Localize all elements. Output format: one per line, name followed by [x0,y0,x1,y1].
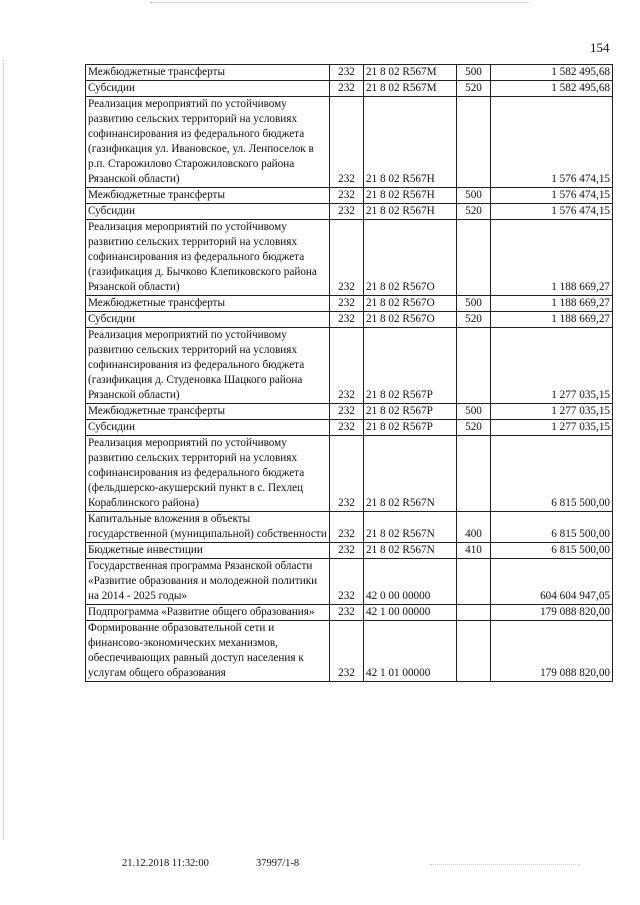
row-expense-type [457,97,491,188]
table-row [86,220,613,296]
row-ved-code: 232 [330,436,364,512]
row-name: Реализация мероприятий по устойчивому развитию сельских территорий на условиях софинансирования из федерального бюджета (газификация д. Бычково Клепиковского района Рязанской области) [86,220,330,296]
row-ved-code: 232 [330,328,364,404]
row-expense-type: 500 [457,65,491,81]
row-expense-type: 500 [457,296,491,312]
row-ved-code: 232 [330,605,364,621]
row-name: Субсидии [86,420,330,436]
row-expense-type: 410 [457,543,491,559]
row-expense-type [457,559,491,605]
row-name: Государственная программа Рязанской области «Развитие образования и молодежной политики на 2014 - 2025 годы» [86,559,330,605]
table-row [86,621,613,682]
row-ved-code: 232 [330,420,364,436]
table-row [86,204,613,220]
row-target-article: 21 8 02 R567H [364,97,457,188]
row-ved-code: 232 [330,559,364,605]
row-expense-type [457,220,491,296]
row-expense-type: 520 [457,81,491,97]
row-amount: 1 188 669,27 [491,296,613,312]
row-expense-type: 520 [457,312,491,328]
row-target-article: 21 8 02 R567M [364,81,457,97]
row-expense-type: 520 [457,420,491,436]
budget-table [85,64,613,682]
row-name: Межбюджетные трансферты [86,188,330,204]
row-amount: 1 277 035,15 [491,420,613,436]
table-row [86,543,613,559]
row-name: Субсидии [86,312,330,328]
row-name: Подпрограмма «Развитие общего образования» [86,605,330,621]
table-row [86,436,613,512]
row-ved-code: 232 [330,65,364,81]
row-expense-type: 500 [457,404,491,420]
row-target-article: 21 8 02 R567N [364,436,457,512]
budget-table-body [86,65,613,682]
table-row [86,65,613,81]
table-row [86,404,613,420]
row-name: Реализация мероприятий по устойчивому развитию сельских территорий на условиях софинансирования из федерального бюджета (газификация ул. Ивановское, ул. Ленпоселок в р.п. Старожилово Старожиловского района Рязанской области) [86,97,330,188]
row-target-article: 21 8 02 R567O [364,296,457,312]
row-target-article: 21 8 02 R567H [364,188,457,204]
row-amount: 179 088 820,00 [491,621,613,682]
row-amount: 1 277 035,15 [491,328,613,404]
table-row [86,559,613,605]
row-amount: 1 582 495,68 [491,81,613,97]
row-name: Капитальные вложения в объекты государственной (муниципальной) собственности [86,512,330,543]
row-name: Межбюджетные трансферты [86,404,330,420]
row-name: Реализация мероприятий по устойчивому развитию сельских территорий на условиях софинансирования из федерального бюджета (газификация д. Студеновка Шацкого района Рязанской области) [86,328,330,404]
row-name: Бюджетные инвестиции [86,543,330,559]
row-name: Субсидии [86,81,330,97]
row-expense-type [457,328,491,404]
row-ved-code: 232 [330,220,364,296]
row-name: Реализация мероприятий по устойчивому развитию сельских территорий на условиях софинансирования из федерального бюджета (фельдшерско-акушерский пункт в с. Пехлец Кораблинского района) [86,436,330,512]
row-target-article: 42 0 00 00000 [364,559,457,605]
row-amount: 6 815 500,00 [491,512,613,543]
footer-document-id: 37997/1-8 [256,858,300,869]
table-row [86,97,613,188]
row-amount: 1 576 474,15 [491,188,613,204]
row-expense-type [457,605,491,621]
table-row [86,605,613,621]
row-amount: 6 815 500,00 [491,543,613,559]
row-name: Субсидии [86,204,330,220]
table-row [86,312,613,328]
row-ved-code: 232 [330,204,364,220]
row-target-article: 21 8 02 R567P [364,420,457,436]
row-amount: 6 815 500,00 [491,436,613,512]
row-expense-type: 520 [457,204,491,220]
row-expense-type [457,436,491,512]
row-amount: 1 582 495,68 [491,65,613,81]
row-ved-code: 232 [330,543,364,559]
row-expense-type: 400 [457,512,491,543]
row-target-article: 21 8 02 R567O [364,312,457,328]
row-expense-type [457,621,491,682]
row-expense-type: 500 [457,188,491,204]
scan-artifact-bottom [430,864,580,867]
scan-artifact-top [150,2,530,6]
table-row [86,512,613,543]
row-amount: 179 088 820,00 [491,605,613,621]
row-amount: 1 576 474,15 [491,204,613,220]
table-row [86,328,613,404]
row-ved-code: 232 [330,512,364,543]
row-name: Межбюджетные трансферты [86,296,330,312]
row-ved-code: 232 [330,404,364,420]
row-target-article: 42 1 01 00000 [364,621,457,682]
row-ved-code: 232 [330,296,364,312]
row-ved-code: 232 [330,621,364,682]
row-target-article: 21 8 02 R567N [364,543,457,559]
row-target-article: 21 8 02 R567N [364,512,457,543]
row-ved-code: 232 [330,312,364,328]
row-target-article: 21 8 02 R567P [364,328,457,404]
row-target-article: 21 8 02 R567O [364,220,457,296]
row-target-article: 42 1 00 00000 [364,605,457,621]
table-row [86,296,613,312]
row-name: Межбюджетные трансферты [86,65,330,81]
row-amount: 1 277 035,15 [491,404,613,420]
table-row [86,81,613,97]
row-ved-code: 232 [330,81,364,97]
table-row [86,188,613,204]
row-amount: 1 188 669,27 [491,220,613,296]
scan-artifact-left [3,60,5,840]
page-number: 154 [590,40,610,55]
row-amount: 1 188 669,27 [491,312,613,328]
row-target-article: 21 8 02 R567H [364,204,457,220]
row-amount: 604 604 947,05 [491,559,613,605]
table-row [86,420,613,436]
row-target-article: 21 8 02 R567M [364,65,457,81]
row-target-article: 21 8 02 R567P [364,404,457,420]
row-amount: 1 576 474,15 [491,97,613,188]
footer-datetime: 21.12.2018 11:32:00 [122,858,209,869]
row-name: Формирование образовательной сети и финансово-экономических механизмов, обеспечивающих равный доступ населения к услугам общего образования [86,621,330,682]
row-ved-code: 232 [330,188,364,204]
row-ved-code: 232 [330,97,364,188]
